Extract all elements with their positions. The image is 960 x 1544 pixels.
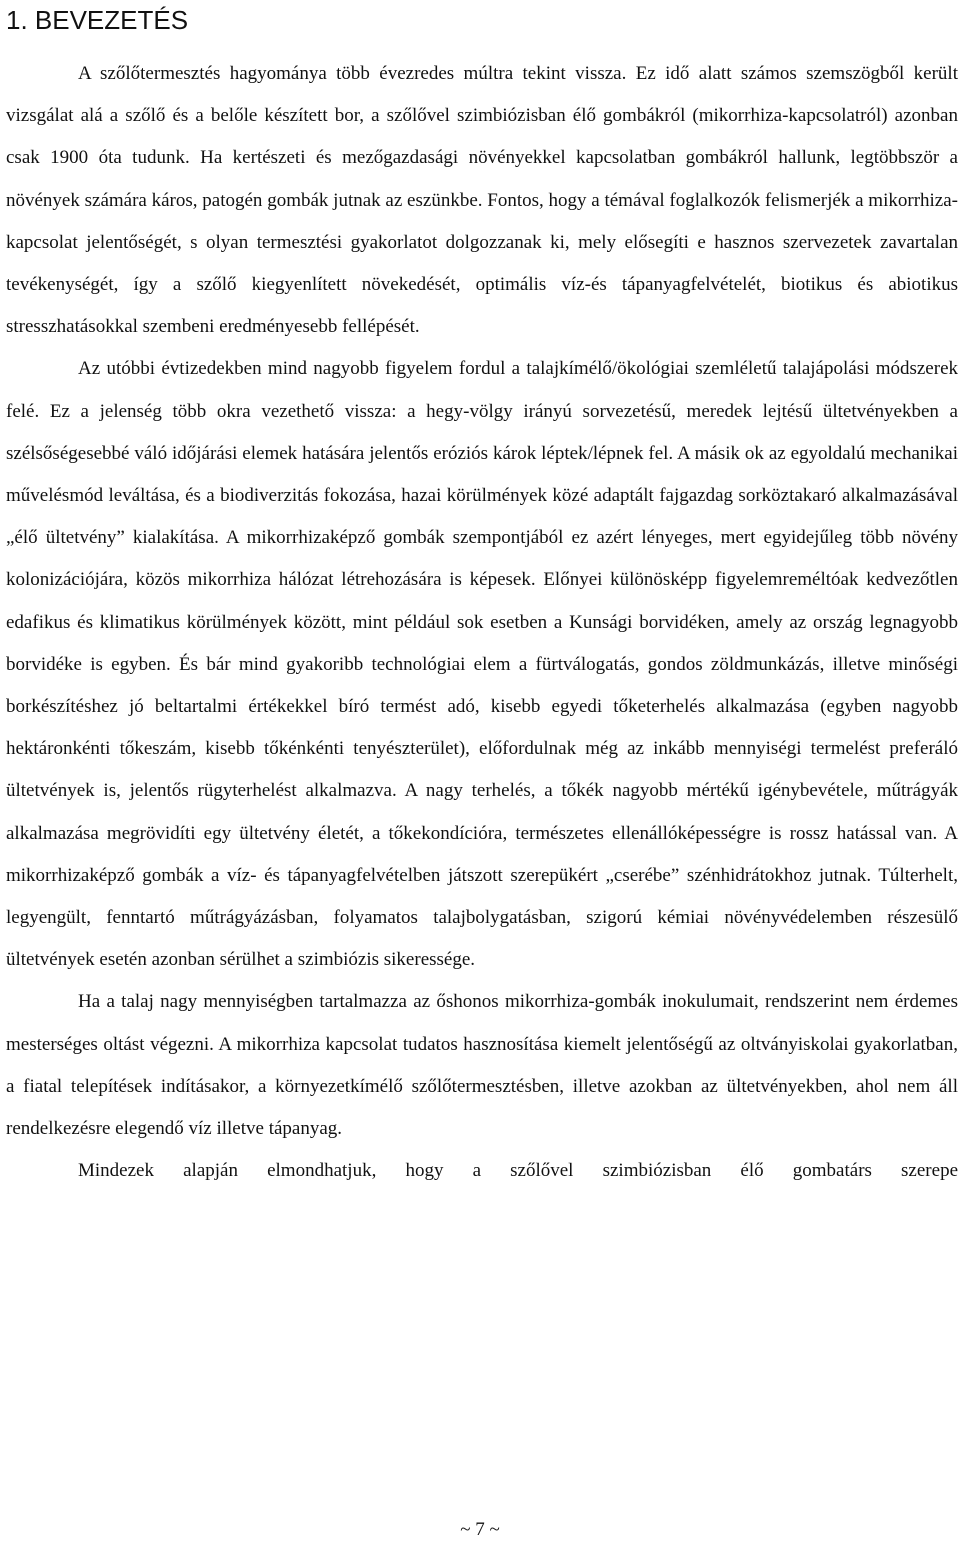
chapter-heading: 1. BEVEZETÉS — [6, 5, 189, 35]
page-number: ~ 7 ~ — [460, 1519, 500, 1540]
paragraph-4: Mindezek alapján elmondhatjuk, hogy a szőlővel szimbiózisban élő gombatárs szerepe — [78, 1160, 958, 1182]
body-text — [6, 53, 958, 1192]
paragraph-3: Ha a talaj nagy mennyiségben tartalmazza az őshonos mikorrhiza-gombák inokulumait, rendszerint nem érdemes mesterséges oltást végezni. A mikorrhiza kapcsolat tudatos hasznosítása kiemelt jelentőségű az oltványiskolai gyakorlatban, a fiatal telepítések indításakor, a környezetkímélő szőlőtermesztésben, illetve azokban az ültetvényekben, ahol nem áll rendelkezésre elegendő víz illetve tápanyag. — [6, 991, 958, 1140]
paragraph-2: Az utóbbi évtizedekben mind nagyobb figyelem fordul a talajkímélő/ökológiai szemléletű talajápolási módszerek felé. Ez a jelenség több okra vezethető vissza: a hegy-völgy irányú sorvezetésű, meredek lejtésű ültetvényekben a szélsőségesebbé váló időjárási elemek hatására jelentős eróziós károk léptek/lépnek fel. A másik ok az egyoldalú mechanikai művelésmód leváltása, és a biodiverzitás fokozása, hazai körülmények közé adaptált fajgazdag sorköztakaró alkalmazásával „élő ültetvény” kialakítása. A mikorrhizaképző gombák szempontjából ez azért lényeges, mert egyidejűleg több növény kolonizációjára, közös mikorrhiza hálózat létrehozására is képesek. Előnyei különösképp figyelemreméltóak kedvezőtlen edafikus és klimatikus körülmények között, mint például sok esetben a Kunsági borvidéken, amely az ország legnagyobb borvidéke is egyben. És bár mind gyakoribb technológiai elem a fürtválogatás, gondos zöldmunkázás, illetve minőségi borkészítéshez jó beltartalmi értékekkel bíró termést adó, kisebb egyedi tőketerhelés alkalmazása (egyben nagyobb hektáronkénti tőkeszám, kisebb tőkénkénti tenyészterület), előfordulnak még az inkább mennyiségi termelést preferáló ültetvények is, jelentős rügyterhelést alkalmazva. A nagy terhelés, a tőkék nagyobb mértékű igénybevétele, műtrágyák alkalmazása megrövidíti egy ültetvény életét, a tőkekondícióra, természetes ellenállóképességre is rossz hatással van. A mikorrhizaképző gombák a víz- és tápanyagfelvételben játszott szerepükért „cserébe” szénhidrátokhoz jutnak. Túlterhelt, legyengült, fenntartó műtrágyázásban, folyamatos talajbolygatásban, szigorú kémiai növényvédelemben részesülő ültetvények esetén azonban sérülhet a szimbiózis sikeressége. — [6, 358, 958, 971]
paragraph-1: A szőlőtermesztés hagyománya több évezredes múltra tekint vissza. Ez idő alatt számos szemszögből került vizsgálat alá a szőlő és a belőle készített bor, a szőlővel szimbiózisban élő gombákról (mikorrhiza-kapcsolatról) azonban csak 1900 óta tudunk. Ha kertészeti és mezőgazdasági növényekkel kapcsolatban gombákról hallunk, legtöbbször a növények számára káros, patogén gombák jutnak az eszünkbe. Fontos, hogy a témával foglalkozók felismerjék a mikorrhiza-kapcsolat jelentőségét, s olyan termesztési gyakorlatot dolgozzanak ki, mely elősegíti e hasznos szervezetek zavartalan tevékenységét, így a szőlő kiegyenlített növekedését, optimális víz-és tápanyagfelvételét, biotikus és abiotikus stresszhatásokkal szembeni eredményesebb fellépését. — [6, 63, 958, 338]
